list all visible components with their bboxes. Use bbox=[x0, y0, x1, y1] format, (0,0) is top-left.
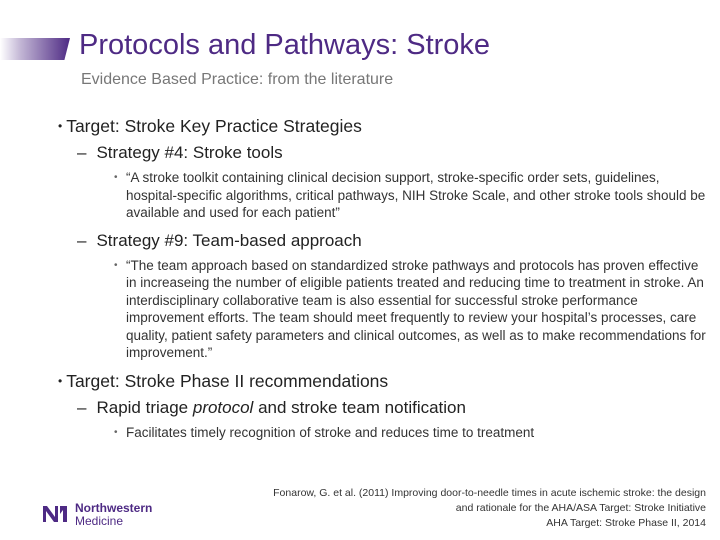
bullet-target-strategies: • Target: Stroke Key Practice Strategies bbox=[58, 116, 362, 136]
references bbox=[273, 486, 706, 531]
dash-icon: – bbox=[77, 143, 87, 162]
sub-bullet-strategy-9: – Strategy #9: Team-based approach bbox=[77, 230, 362, 250]
bullet-icon: • bbox=[114, 426, 118, 438]
content-area bbox=[58, 116, 708, 450]
northwestern-n-icon bbox=[42, 505, 68, 523]
detail-strategy-9: • “The team approach based on standardized stroke pathways and protocols has proven effective in increaseing the number of eligible patients treated and reducing time to treatment in stroke. An interdisciplinary collaborative team is also essential for successful stroke performance improvement efforts. The team should meet frequently to review your hospital’s processes, care quality, patient safety parameters and clinical outcomes, as well as to make recommendations for improvement.” bbox=[114, 257, 706, 360]
logo-text-medicine: Medicine bbox=[75, 514, 124, 528]
sub-bullet-rapid-triage: – Rapid triage protocol and stroke team notification bbox=[77, 397, 466, 417]
reference-line: AHA Target: Stroke Phase II, 2014 bbox=[546, 517, 706, 529]
dash-icon: – bbox=[77, 230, 87, 250]
bullet-icon: • bbox=[114, 259, 118, 271]
detail-strategy-4: • “A stroke toolkit containing clinical decision support, stroke-specific order sets, guidelines, hospital-specific algorithms, critical pathways, NIH Stroke Scale, and other stroke tools should be available and used for each patient” bbox=[114, 170, 706, 220]
title-accent-bar bbox=[0, 38, 70, 60]
logo-text-northwestern: Northwestern bbox=[75, 501, 153, 515]
reference-line: Fonarow, G. et al. (2011) Improving door-to-needle times in acute ischemic stroke: the design bbox=[273, 487, 706, 499]
reference-line: and rationale for the AHA/ASA Target: Stroke Initiative bbox=[455, 502, 706, 514]
dash-icon: – bbox=[77, 397, 87, 417]
bullet-icon: • bbox=[58, 373, 63, 388]
bullet-target-phase-2: • Target: Stroke Phase II recommendations bbox=[58, 370, 389, 391]
bullet-icon: • bbox=[114, 172, 118, 183]
bullet-icon: • bbox=[58, 119, 63, 133]
page-title: Protocols and Pathways: Stroke bbox=[79, 29, 491, 61]
sub-bullet-strategy-4: – Strategy #4: Stroke tools bbox=[77, 143, 283, 162]
page-subtitle: Evidence Based Practice: from the literature bbox=[81, 71, 394, 88]
detail-rapid-triage: • Facilitates timely recognition of stroke and reduces time to treatment bbox=[114, 424, 535, 440]
